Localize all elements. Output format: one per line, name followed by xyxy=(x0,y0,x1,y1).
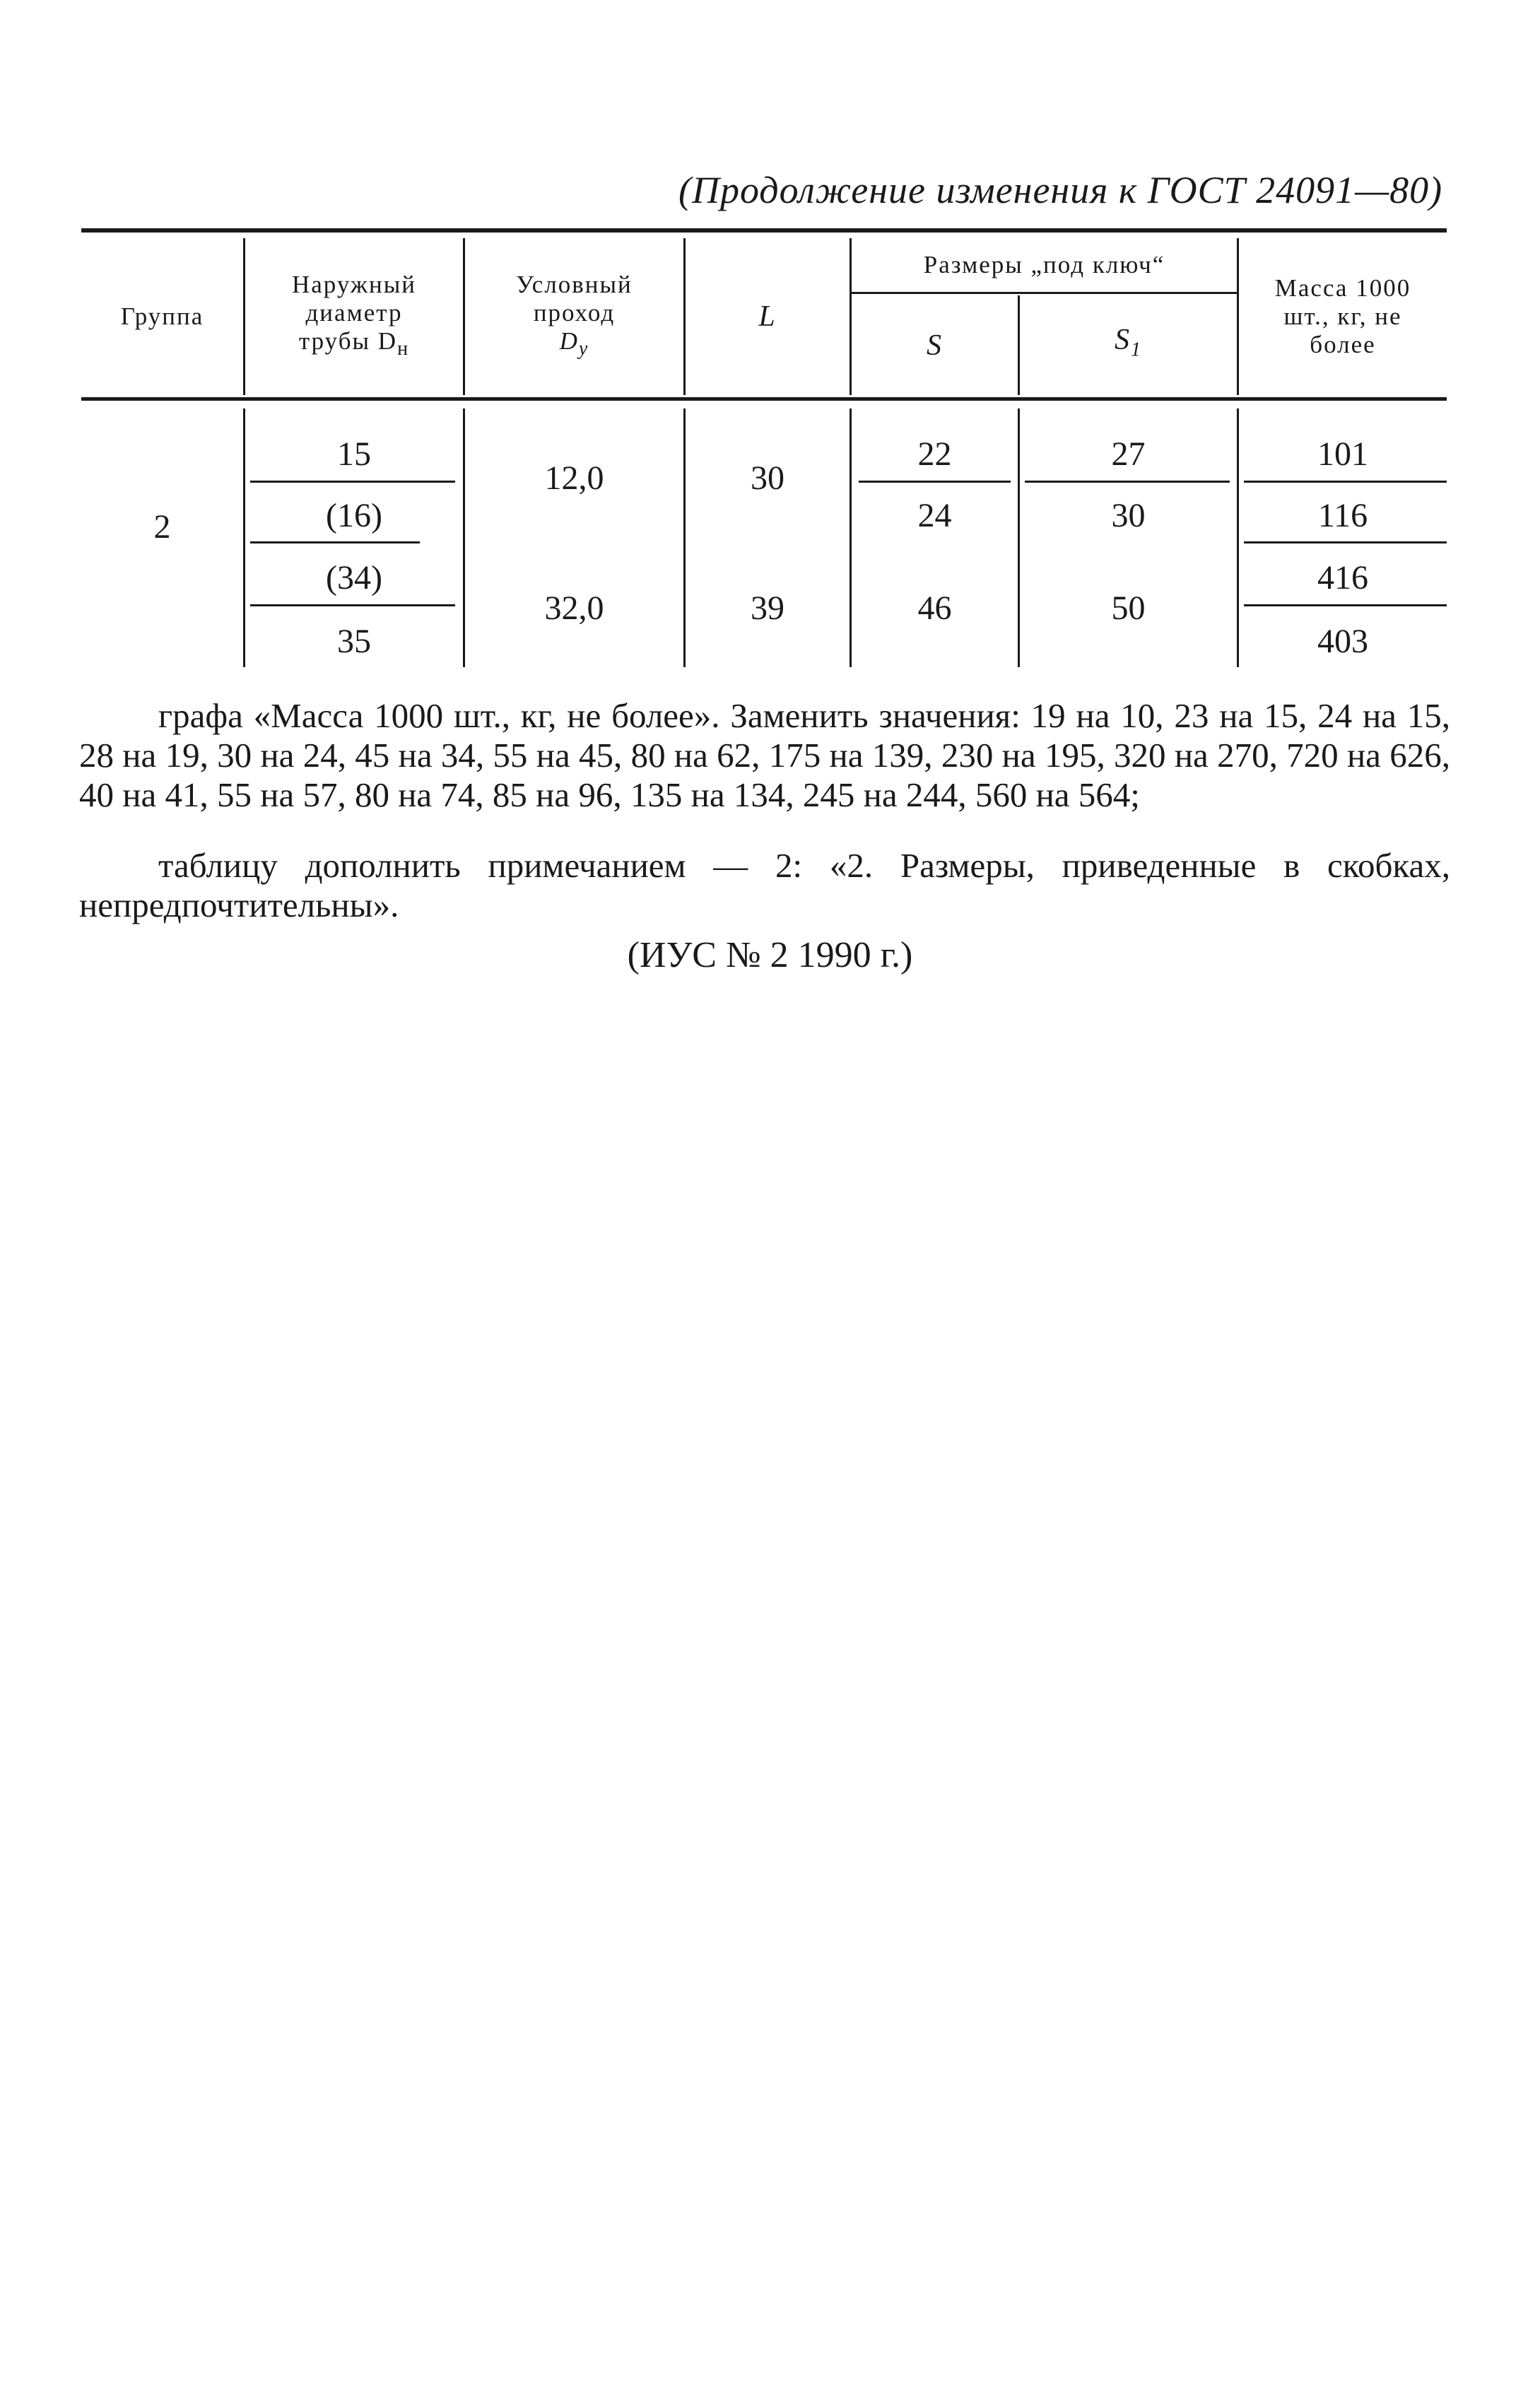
row-rule xyxy=(1025,481,1230,483)
mass-cell: 101 xyxy=(1317,435,1368,473)
row-rule xyxy=(250,541,420,543)
s-cell: 46 xyxy=(917,589,952,627)
length-cell: 30 xyxy=(751,459,784,497)
s1-cell: 50 xyxy=(1111,589,1146,627)
mass-cell: 403 xyxy=(1317,622,1368,660)
diameter-cell: (34) xyxy=(326,559,382,596)
s1-cell: 27 xyxy=(1111,435,1146,473)
header-length: L xyxy=(758,300,777,333)
conditional-pass-cell: 12,0 xyxy=(544,459,604,497)
row-rule xyxy=(1244,604,1447,606)
conditional-pass-cell: 32,0 xyxy=(544,589,604,627)
header-subrule xyxy=(850,292,1239,294)
row-rule xyxy=(250,604,455,606)
header-s: S xyxy=(927,329,943,362)
row-rule xyxy=(859,481,1011,483)
table-header-bottom-rule xyxy=(81,397,1447,401)
length-cell: 39 xyxy=(751,589,784,627)
header-outer-diameter: Наружный диаметр трубы $D_н$ xyxy=(291,270,417,360)
diameter-cell: (16) xyxy=(326,496,382,534)
diameter-cell: 35 xyxy=(337,622,371,660)
table-top-rule xyxy=(81,228,1447,233)
document-header: (Продолжение изменения к ГОСТ 24091—80) xyxy=(678,169,1443,211)
diameter-cell: 15 xyxy=(337,435,371,473)
s-cell: 24 xyxy=(917,496,952,534)
s-cell: 22 xyxy=(917,435,952,473)
paragraph-mass-values: графа «Масса 1000 шт., кг, не более». Заменить значения: 19 на 10, 23 на 15, 24 на 15, 28 на 19, 30 на 24, 45 на 34, 55 на 45, 80 на 62, 175 на 139, 230 на 195, 320 на 270, 720 на 626, 40 на 41, 55 на 57, 80 на 74, 85 на 96, 135 на 134, 245 на 244, 560 на 564; xyxy=(79,696,1450,814)
header-group: Группа xyxy=(120,302,204,330)
row-rule xyxy=(1244,541,1447,543)
group-value: 2 xyxy=(153,507,171,546)
s1-cell: 30 xyxy=(1111,496,1146,534)
header-mass: Масса 1000 шт., кг, не более xyxy=(1274,274,1411,358)
mass-cell: 116 xyxy=(1317,496,1368,534)
header-wrench-sizes: Размеры „под ключ“ xyxy=(923,251,1165,278)
mass-cell: 416 xyxy=(1317,559,1368,596)
header-s1: $S_1$ xyxy=(1115,324,1142,361)
row-rule xyxy=(250,481,455,483)
footer-reference: (ИУС № 2 1990 г.) xyxy=(627,935,913,975)
paragraph-note: таблицу дополнить примечанием — 2: «2. Размеры, приведенные в скобках, непредпочтительны». xyxy=(79,846,1450,924)
header-conditional-pass: Условный проход $D_у$ xyxy=(516,270,633,360)
row-rule xyxy=(1244,481,1447,483)
